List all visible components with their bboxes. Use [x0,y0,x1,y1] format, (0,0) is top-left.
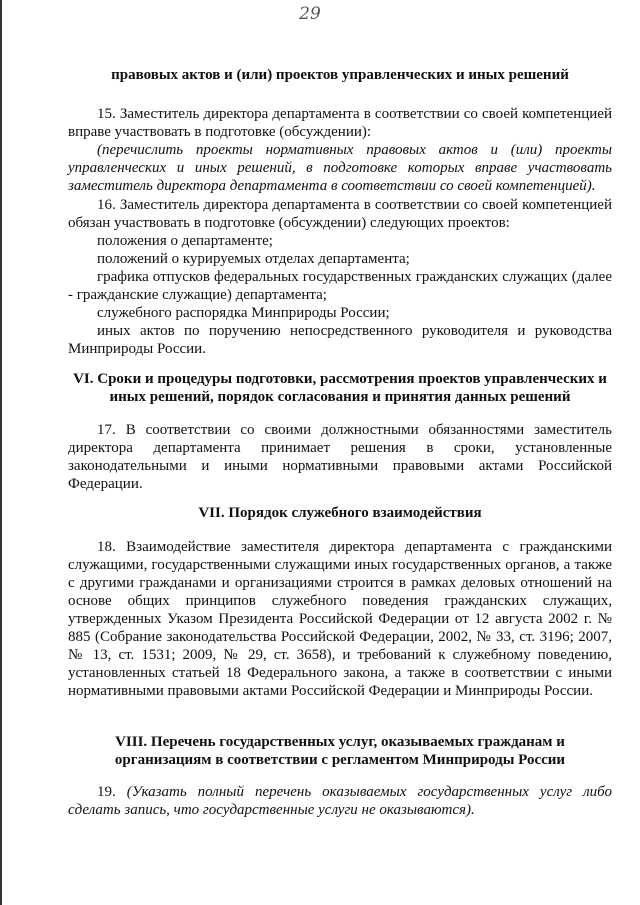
section-7-title: VII. Порядок служебного взаимодействия [198,505,482,521]
scan-edge [0,0,2,905]
list-item: графика отпусков федеральных государственных гражданских служащих (далее - гражданские служащие) департамента; [68,269,612,303]
paragraph-18: 18. Взаимодействие заместителя директора департамента с гражданскими служащими, государственными служащими иных государственных органов, а также с другими гражданами и организациями строится в рамках деловых отношений на основе общих принципов служебного поведения гражданских служащих, утвержденных Указом Президента Российской Федерации от 12 августа 2002 г. № 885 (Собрание законодательства Российской Федерации, 2002, № 33, ст. 3196; 2007, № 13, ст. 1531; 2009, № 29, ст. 3658), и требований к служебному поведению, установленных статьей 18 Федерального закона, а также в соответствии с иными нормативными правовыми актами Российской Федерации и Минприроды России. [68,539,612,699]
page-number: 29 [299,4,321,24]
paragraph-19 [68,783,612,819]
list-item: иных актов по поручению непосредственного руководителя и руководства Минприроды России. [68,323,612,357]
paragraph-19-number: 19. [97,784,116,800]
list-item: положения о департаменте; [97,233,273,249]
paragraph-17: 17. В соответствии со своими должностными обязанностями заместитель директора департамента принимает решения в сроки, установленные законодательными и иными нормативными правовыми актами Российской Федерации. [68,422,612,492]
list-item: положений о курируемых отделах департамента; [97,251,410,267]
paragraph-15: 15. Заместитель директора департамента в соответствии со своей компетенцией вправе участвовать в подготовке (обсуждении): [68,106,612,140]
section-8-title: VIII. Перечень государственных услуг, оказываемых гражданам и организациям в соответствии с регламентом Минприроды России [114,734,566,768]
section-heading-continuation: правовых актов и (или) проектов управленческих и иных решений [111,67,569,83]
paragraph-16-list [68,232,612,358]
list-item: служебного распорядка Минприроды России; [97,305,390,321]
paragraph-16: 16. Заместитель директора департамента в соответствии со своей компетенцией обязан участвовать в подготовке (обсуждении) следующих проектов: [68,197,612,231]
section-6-title: VI. Сроки и процедуры подготовки, рассмотрения проектов управленческих и иных решений, порядок согласования и принятия данных решений [73,371,607,405]
paragraph-19-text: (Указать полный перечень оказываемых государственных услуг либо сделать запись, что государственные услуги не оказываются). [68,784,613,818]
paragraph-15-note: (перечислить проекты нормативных правовых актов и (или) проекты управленческих и иных решений, в подготовке которых вправе участвовать заместитель директора департамента в соответствии со своей компетенцией). [68,142,612,194]
